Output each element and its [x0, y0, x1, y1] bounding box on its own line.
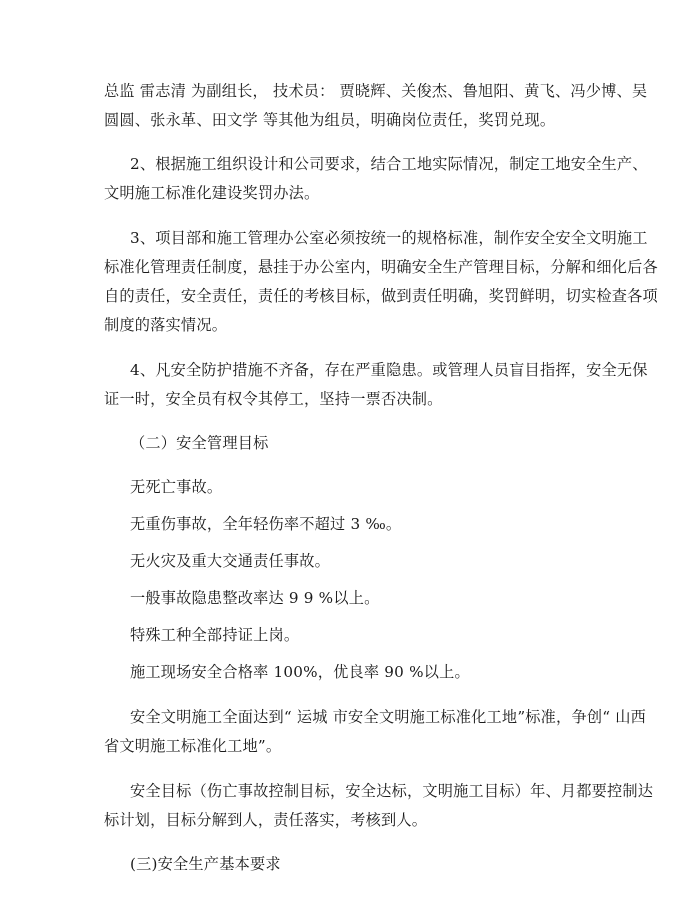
- text-line: 无火灾及重大交通责任事故。: [130, 552, 331, 570]
- text-line: 无死亡事故。: [130, 478, 223, 496]
- section-heading: (三)安全生产基本要求: [130, 855, 281, 873]
- text-line: 4、凡安全防护措施不齐备，存在严重隐患。或管理人员盲目指挥，安全无保: [130, 361, 648, 379]
- text-line: 制度的落实情况。: [104, 316, 228, 334]
- text-line: 特殊工种全部持证上岗。: [130, 626, 300, 644]
- text-line: 标准化管理责任制度，悬挂于办公室内，明确安全生产管理目标，分解和细化后各: [104, 258, 658, 276]
- text-line: 文明施工标准化建设奖罚办法。: [104, 184, 320, 202]
- text-line: 自的责任，安全责任，责任的考核目标，做到责任明确，奖罚鲜明，切实检查各项: [104, 287, 658, 305]
- text-line: 标计划，目标分解到人，责任落实，考核到人。: [104, 811, 428, 829]
- text-line: 证一时，安全员有权令其停工，坚持一票否决制。: [104, 390, 443, 408]
- text-line: 一般事故隐患整改率达 9 9 %以上。: [130, 589, 380, 607]
- text-line: 总监 雷志清 为副组长， 技术员： 贾晓辉、关俊杰、鲁旭阳、黄飞、冯少博、吴: [104, 82, 648, 100]
- text-line: 3、项目部和施工管理办公室必须按统一的规格标准，制作安全安全文明施工: [130, 229, 648, 247]
- text-line: 施工现场安全合格率 100%，优良率 90 %以上。: [130, 663, 470, 681]
- text-line: 省文明施工标准化工地”。: [104, 737, 282, 755]
- text-line: 无重伤事故，全年轻伤率不超过 3 ‰。: [130, 515, 402, 533]
- text-line: 圆圆、张永革、田文学 等其他为组员，明确岗位责任，奖罚兑现。: [104, 111, 556, 129]
- text-line: 安全文明施工全面达到“ 运城 市安全文明施工标准化工地”标准，争创“ 山西: [130, 708, 646, 726]
- section-heading: （二）安全管理目标: [130, 434, 269, 452]
- text-line: 安全目标（伤亡事故控制目标，安全达标，文明施工目标）年、月都要控制达: [130, 782, 654, 800]
- text-line: 2、根据施工组织设计和公司要求，结合工地实际情况，制定工地安全生产、: [130, 155, 648, 173]
